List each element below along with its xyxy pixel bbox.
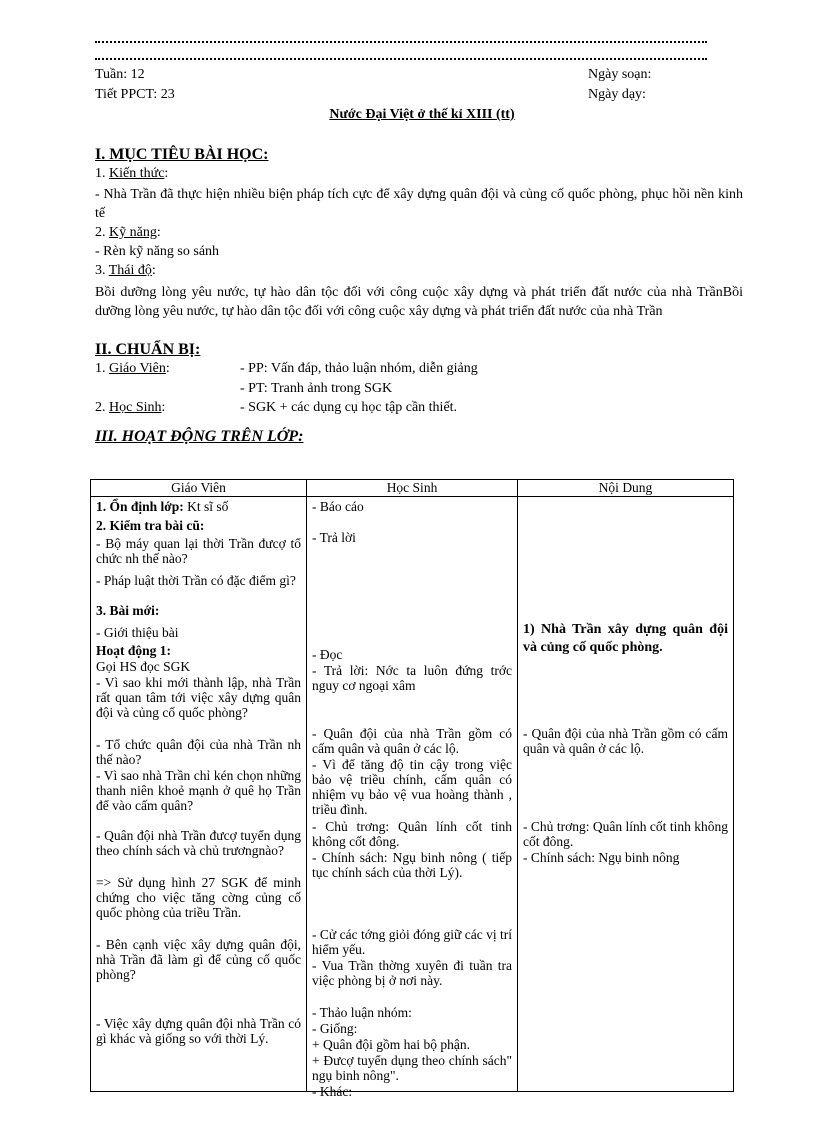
knowledge-text: - Nhà Trần đã thực hiện nhiều biện pháp tích cực để xây dựng quân đội và củng cố quốc phòng, phục hồi nền kinh tế: [95, 187, 743, 221]
gv-intro: - Giới thiệu bài: [96, 625, 179, 640]
gv-q6: - Quân đội nhà Trần đưcợ tuyển dụng theo chính sách và chủ trươngnào?: [96, 828, 301, 858]
gv-q1: - Bộ máy quan lại thời Trần đưcợ tổ chức nh thế nào?: [96, 536, 301, 566]
gv-q4: - Tổ chức quân đội của nhà Trần nh thế nào?: [96, 737, 301, 767]
hs-a13: + Quân đội gồm hai bộ phận.: [312, 1037, 470, 1052]
hs-a14: + Đưcợ tuyển dụng theo chính sách" ngụ binh nông".: [312, 1053, 512, 1083]
gv-q7: => Sử dụng hình 27 SGK để minh chứng cho việc tăng cờng củng cố quốc phòng của triều Trần.: [96, 875, 301, 920]
section3-heading: III. HOẠT ĐỘNG TRÊN LỚP:: [95, 428, 304, 445]
section1-heading: I. MỤC TIÊU BÀI HỌC:: [95, 146, 269, 163]
gv-q2: - Pháp luật thời Trần có đặc điểm gì?: [96, 573, 296, 588]
hs-a5: - Quân đội của nhà Trần gồm có cấm quân và quân ở các lộ.: [312, 726, 512, 756]
gv-new-lesson: 3. Bài mới:: [96, 603, 160, 618]
activity-table: [90, 479, 734, 1099]
lesson-title: Nước Đại Việt ở thế kỉ XIII (tt): [329, 107, 515, 122]
hs-a9: - Cử các tớng giỏi đóng giữ các vị trí hiểm yếu.: [312, 927, 512, 957]
nd-n3: - Chính sách: Ngụ binh nông: [523, 850, 680, 865]
student-text: - SGK + các dụng cụ học tập cần thiết.: [240, 400, 458, 415]
knowledge-heading: 1. Kiến thức:: [95, 166, 169, 181]
gv-q5: - Vì sao nhà Trần chỉ kén chọn những thanh niên khoẻ mạnh ở quê họ Trần để vào cấm quân?: [96, 768, 301, 813]
hs-a12: - Giống:: [312, 1021, 358, 1036]
header-content: Nội Dung: [518, 480, 734, 497]
teacher-tools: - PT: Tranh ảnh trong SGK: [240, 381, 393, 396]
teacher-methods: - PP: Vấn đáp, thảo luận nhóm, diễn giảng: [240, 361, 478, 376]
hs-a15: - Khác:: [312, 1084, 353, 1099]
hs-a3: - Đọc: [312, 647, 343, 662]
header-teacher: Giáo Viên: [91, 480, 307, 497]
content-column: [518, 497, 734, 1092]
hs-a1: - Báo cáo: [312, 499, 364, 514]
dotted-line-2: [95, 58, 707, 62]
attitude-heading: 3. Thái độ:: [95, 263, 156, 278]
gv-activity-1: Hoạt động 1:: [96, 643, 172, 658]
hs-a2: - Trả lời: [312, 530, 356, 545]
student-label: 2. Học Sinh:: [95, 400, 166, 415]
gv-q9: - Việc xây dựng quân đội nhà Trần có gì khác và giống so với thời Lý.: [96, 1016, 301, 1046]
week-label: Tuần: 12: [95, 67, 145, 82]
gv-check-old: 2. Kiểm tra bài cũ:: [96, 518, 205, 533]
nd-n1: - Quân đội của nhà Trần gồm có cấm quân và quân ở các lộ.: [523, 726, 728, 756]
skill-text: - Rèn kỹ năng so sánh: [95, 244, 220, 259]
gv-call-read: Gọi HS đọc SGK: [96, 659, 191, 674]
nd-heading-1: 1) Nhà Trần xây dựng quân đội và củng cố quốc phòng.: [523, 622, 728, 655]
hs-a10: - Vua Trần thờng xuyên đi tuần tra việc phòng bị ở nơi này.: [312, 958, 512, 988]
hs-a11: - Thảo luận nhóm:: [312, 1005, 412, 1020]
header-student: Học Sinh: [307, 480, 518, 497]
gv-q3: - Vì sao khi mới thành lập, nhà Trần rất quan tâm tới việc xây dựng quân đội và củng cố quốc phòng?: [96, 675, 301, 720]
teach-date-label: Ngày dạy:: [588, 87, 646, 102]
teacher-label: 1. Giáo Viên:: [95, 361, 170, 376]
period-label: Tiết PPCT: 23: [95, 87, 175, 102]
gv-q8: - Bên cạnh việc xây dựng quân đội, nhà Trần đã làm gì để củng cố quốc phòng?: [96, 937, 301, 982]
section2-heading: II. CHUẨN BỊ:: [95, 341, 201, 358]
hs-a8: - Chính sách: Ngụ binh nông ( tiếp tục chính sách của thời Lý).: [312, 850, 512, 880]
teacher-column: 1. Ổn định lớp: Kt sĩ số 2. Kiểm tra bài cũ: - Bộ máy quan lại thời Trần đưcợ tổ chức nh thế nào? - Pháp luật thời Trần có đặc điểm gì? 3. Bài mới: - Giới thiệu bài Hoạt động 1: Gọi HS đọc SGK - Vì sao khi mới thành lập, nhà Trần rất quan tâm tới việc xây dựng quân đội và củng cố quốc phòng? - Tổ chức quân đội của nhà Trần nh thế nào? - Vì sao nhà Trần chỉ kén chọn những thanh niên khoẻ mạnh ở quê họ Trần để vào cấm quân? - Quân đội nhà Trần đưcợ tuyển dụng theo chính sách và chủ trươngnào? => Sử dụng hình 27 SGK để minh chứng cho việc tăng cờng củng cố quốc phòng của triều Trần. - Bên cạnh việc xây dựng quân đội, nhà Trần đã làm gì để củng cố quốc phòng? - Việc xây dựng quân đội nhà Trần có gì khác và giống so với thời Lý.: [91, 497, 307, 1092]
nd-n2: - Chủ trơng: Quân lính cốt tinh không cốt đông.: [523, 819, 728, 849]
prep-date-label: Ngày soạn:: [588, 67, 652, 82]
hs-a4: - Trả lời: Nớc ta luôn đứng trớc nguy cơ ngoại xâm: [312, 663, 512, 693]
hs-a7: - Chủ trơng: Quân lính cốt tinh không cốt đông.: [312, 819, 512, 849]
dotted-line-1: [95, 41, 707, 45]
skill-heading: 2. Kỹ năng:: [95, 225, 161, 240]
student-column: [307, 497, 518, 1099]
attitude-text: Bồi dưỡng lòng yêu nước, tự hào dân tộc đối với công cuộc xây dựng và phát triển đất nước của nhà TrầnBồi dưỡng lòng yêu nước, tự hào dân tộc đối với công cuộc xây dựng và phát triển đất nước của nhà Trần: [95, 285, 743, 319]
hs-a6: - Vì để tăng độ tin cậy trong việc bảo vệ triều chính, cấm quân có nhiệm vụ bảo vệ vua hoàng thành , triều đình.: [312, 757, 512, 817]
